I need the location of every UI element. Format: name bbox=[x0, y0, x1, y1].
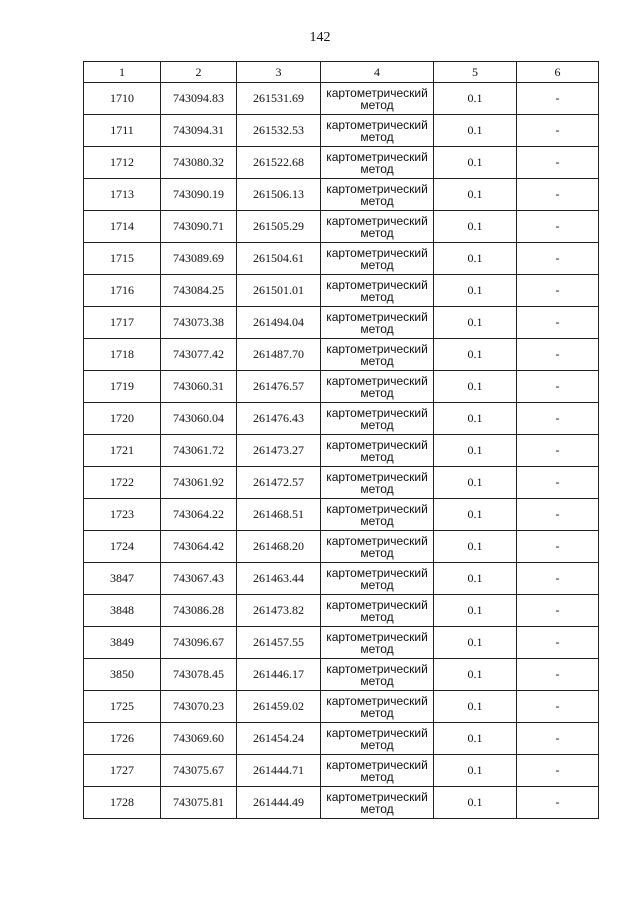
column-header: 5 bbox=[434, 62, 517, 83]
method-cell: картометрический метод bbox=[321, 435, 434, 467]
accuracy-cell: 0.1 bbox=[434, 627, 517, 659]
point-number-cell: 3847 bbox=[84, 563, 161, 595]
table-row bbox=[84, 83, 599, 115]
table-row bbox=[84, 403, 599, 435]
y-coordinate-cell: 261457.55 bbox=[237, 627, 321, 659]
y-coordinate-cell: 261473.82 bbox=[237, 595, 321, 627]
y-coordinate-cell: 261501.01 bbox=[237, 275, 321, 307]
point-number-cell: 1720 bbox=[84, 403, 161, 435]
accuracy-cell: 0.1 bbox=[434, 147, 517, 179]
method-cell: картометрический метод bbox=[321, 563, 434, 595]
note-cell: - bbox=[517, 723, 599, 755]
x-coordinate-cell: 743075.67 bbox=[161, 755, 237, 787]
accuracy-cell: 0.1 bbox=[434, 179, 517, 211]
x-coordinate-cell: 743084.25 bbox=[161, 275, 237, 307]
column-header: 3 bbox=[237, 62, 321, 83]
method-cell: картометрический метод bbox=[321, 275, 434, 307]
table-row bbox=[84, 563, 599, 595]
point-number-cell: 1727 bbox=[84, 755, 161, 787]
accuracy-cell: 0.1 bbox=[434, 435, 517, 467]
note-cell: - bbox=[517, 755, 599, 787]
y-coordinate-cell: 261532.53 bbox=[237, 115, 321, 147]
point-number-cell: 1717 bbox=[84, 307, 161, 339]
x-coordinate-cell: 743073.38 bbox=[161, 307, 237, 339]
table-row bbox=[84, 787, 599, 819]
method-cell: картометрический метод bbox=[321, 83, 434, 115]
x-coordinate-cell: 743096.67 bbox=[161, 627, 237, 659]
x-coordinate-cell: 743060.31 bbox=[161, 371, 237, 403]
y-coordinate-cell: 261444.71 bbox=[237, 755, 321, 787]
page-number: 142 bbox=[309, 30, 331, 45]
accuracy-cell: 0.1 bbox=[434, 467, 517, 499]
note-cell: - bbox=[517, 531, 599, 563]
table-row bbox=[84, 307, 599, 339]
point-number-cell: 1726 bbox=[84, 723, 161, 755]
x-coordinate-cell: 743064.22 bbox=[161, 499, 237, 531]
accuracy-cell: 0.1 bbox=[434, 243, 517, 275]
note-cell: - bbox=[517, 659, 599, 691]
accuracy-cell: 0.1 bbox=[434, 723, 517, 755]
note-cell: - bbox=[517, 115, 599, 147]
table-row bbox=[84, 243, 599, 275]
y-coordinate-cell: 261476.43 bbox=[237, 403, 321, 435]
method-cell: картометрический метод bbox=[321, 531, 434, 563]
x-coordinate-cell: 743090.71 bbox=[161, 211, 237, 243]
note-cell: - bbox=[517, 595, 599, 627]
accuracy-cell: 0.1 bbox=[434, 275, 517, 307]
y-coordinate-cell: 261522.68 bbox=[237, 147, 321, 179]
method-cell: картометрический метод bbox=[321, 723, 434, 755]
table-row bbox=[84, 627, 599, 659]
point-number-cell: 1715 bbox=[84, 243, 161, 275]
method-cell: картометрический метод bbox=[321, 787, 434, 819]
y-coordinate-cell: 261446.17 bbox=[237, 659, 321, 691]
y-coordinate-cell: 261472.57 bbox=[237, 467, 321, 499]
note-cell: - bbox=[517, 147, 599, 179]
note-cell: - bbox=[517, 563, 599, 595]
point-number-cell: 1725 bbox=[84, 691, 161, 723]
table-row bbox=[84, 531, 599, 563]
point-number-cell: 1711 bbox=[84, 115, 161, 147]
method-cell: картометрический метод bbox=[321, 307, 434, 339]
table-row bbox=[84, 275, 599, 307]
accuracy-cell: 0.1 bbox=[434, 403, 517, 435]
accuracy-cell: 0.1 bbox=[434, 499, 517, 531]
x-coordinate-cell: 743077.42 bbox=[161, 339, 237, 371]
column-header: 1 bbox=[84, 62, 161, 83]
point-number-cell: 1722 bbox=[84, 467, 161, 499]
point-number-cell: 1713 bbox=[84, 179, 161, 211]
table-row bbox=[84, 147, 599, 179]
y-coordinate-cell: 261463.44 bbox=[237, 563, 321, 595]
note-cell: - bbox=[517, 787, 599, 819]
method-cell: картометрический метод bbox=[321, 211, 434, 243]
table-row bbox=[84, 691, 599, 723]
method-cell: картометрический метод bbox=[321, 755, 434, 787]
method-cell: картометрический метод bbox=[321, 467, 434, 499]
point-number-cell: 3848 bbox=[84, 595, 161, 627]
accuracy-cell: 0.1 bbox=[434, 659, 517, 691]
note-cell: - bbox=[517, 403, 599, 435]
y-coordinate-cell: 261468.51 bbox=[237, 499, 321, 531]
column-header: 4 bbox=[321, 62, 434, 83]
table-row bbox=[84, 595, 599, 627]
x-coordinate-cell: 743064.42 bbox=[161, 531, 237, 563]
table-row bbox=[84, 659, 599, 691]
x-coordinate-cell: 743094.83 bbox=[161, 83, 237, 115]
point-number-cell: 1728 bbox=[84, 787, 161, 819]
accuracy-cell: 0.1 bbox=[434, 531, 517, 563]
note-cell: - bbox=[517, 179, 599, 211]
header-row bbox=[84, 62, 599, 83]
table-row bbox=[84, 339, 599, 371]
accuracy-cell: 0.1 bbox=[434, 691, 517, 723]
method-cell: картометрический метод bbox=[321, 115, 434, 147]
x-coordinate-cell: 743067.43 bbox=[161, 563, 237, 595]
x-coordinate-cell: 743080.32 bbox=[161, 147, 237, 179]
note-cell: - bbox=[517, 499, 599, 531]
note-cell: - bbox=[517, 243, 599, 275]
y-coordinate-cell: 261454.24 bbox=[237, 723, 321, 755]
method-cell: картометрический метод bbox=[321, 627, 434, 659]
accuracy-cell: 0.1 bbox=[434, 115, 517, 147]
note-cell: - bbox=[517, 83, 599, 115]
point-number-cell: 1716 bbox=[84, 275, 161, 307]
method-cell: картометрический метод bbox=[321, 371, 434, 403]
x-coordinate-cell: 743061.92 bbox=[161, 467, 237, 499]
accuracy-cell: 0.1 bbox=[434, 755, 517, 787]
accuracy-cell: 0.1 bbox=[434, 595, 517, 627]
method-cell: картометрический метод bbox=[321, 595, 434, 627]
x-coordinate-cell: 743078.45 bbox=[161, 659, 237, 691]
y-coordinate-cell: 261531.69 bbox=[237, 83, 321, 115]
note-cell: - bbox=[517, 467, 599, 499]
y-coordinate-cell: 261468.20 bbox=[237, 531, 321, 563]
y-coordinate-cell: 261444.49 bbox=[237, 787, 321, 819]
accuracy-cell: 0.1 bbox=[434, 339, 517, 371]
method-cell: картометрический метод bbox=[321, 339, 434, 371]
x-coordinate-cell: 743089.69 bbox=[161, 243, 237, 275]
note-cell: - bbox=[517, 275, 599, 307]
x-coordinate-cell: 743090.19 bbox=[161, 179, 237, 211]
y-coordinate-cell: 261494.04 bbox=[237, 307, 321, 339]
point-number-cell: 1724 bbox=[84, 531, 161, 563]
accuracy-cell: 0.1 bbox=[434, 211, 517, 243]
accuracy-cell: 0.1 bbox=[434, 307, 517, 339]
method-cell: картометрический метод bbox=[321, 243, 434, 275]
column-header: 2 bbox=[161, 62, 237, 83]
point-number-cell: 1718 bbox=[84, 339, 161, 371]
x-coordinate-cell: 743060.04 bbox=[161, 403, 237, 435]
table-row bbox=[84, 499, 599, 531]
point-number-cell: 1721 bbox=[84, 435, 161, 467]
point-number-cell: 1723 bbox=[84, 499, 161, 531]
table-row bbox=[84, 755, 599, 787]
table-row bbox=[84, 115, 599, 147]
note-cell: - bbox=[517, 211, 599, 243]
point-number-cell: 1714 bbox=[84, 211, 161, 243]
y-coordinate-cell: 261505.29 bbox=[237, 211, 321, 243]
note-cell: - bbox=[517, 371, 599, 403]
point-number-cell: 3849 bbox=[84, 627, 161, 659]
point-number-cell: 3850 bbox=[84, 659, 161, 691]
y-coordinate-cell: 261473.27 bbox=[237, 435, 321, 467]
method-cell: картометрический метод bbox=[321, 147, 434, 179]
y-coordinate-cell: 261506.13 bbox=[237, 179, 321, 211]
x-coordinate-cell: 743069.60 bbox=[161, 723, 237, 755]
table-row bbox=[84, 435, 599, 467]
method-cell: картометрический метод bbox=[321, 691, 434, 723]
table-row bbox=[84, 179, 599, 211]
method-cell: картометрический метод bbox=[321, 659, 434, 691]
note-cell: - bbox=[517, 691, 599, 723]
note-cell: - bbox=[517, 339, 599, 371]
table-row bbox=[84, 723, 599, 755]
x-coordinate-cell: 743094.31 bbox=[161, 115, 237, 147]
x-coordinate-cell: 743075.81 bbox=[161, 787, 237, 819]
point-number-cell: 1710 bbox=[84, 83, 161, 115]
method-cell: картометрический метод bbox=[321, 499, 434, 531]
table-row bbox=[84, 211, 599, 243]
y-coordinate-cell: 261487.70 bbox=[237, 339, 321, 371]
accuracy-cell: 0.1 bbox=[434, 83, 517, 115]
y-coordinate-cell: 261476.57 bbox=[237, 371, 321, 403]
coordinates-table bbox=[83, 61, 599, 819]
table-row bbox=[84, 371, 599, 403]
x-coordinate-cell: 743086.28 bbox=[161, 595, 237, 627]
x-coordinate-cell: 743061.72 bbox=[161, 435, 237, 467]
method-cell: картометрический метод bbox=[321, 179, 434, 211]
point-number-cell: 1712 bbox=[84, 147, 161, 179]
accuracy-cell: 0.1 bbox=[434, 787, 517, 819]
y-coordinate-cell: 261459.02 bbox=[237, 691, 321, 723]
point-number-cell: 1719 bbox=[84, 371, 161, 403]
accuracy-cell: 0.1 bbox=[434, 371, 517, 403]
note-cell: - bbox=[517, 435, 599, 467]
table-row bbox=[84, 467, 599, 499]
note-cell: - bbox=[517, 627, 599, 659]
method-cell: картометрический метод bbox=[321, 403, 434, 435]
note-cell: - bbox=[517, 307, 599, 339]
column-header: 6 bbox=[517, 62, 599, 83]
accuracy-cell: 0.1 bbox=[434, 563, 517, 595]
x-coordinate-cell: 743070.23 bbox=[161, 691, 237, 723]
y-coordinate-cell: 261504.61 bbox=[237, 243, 321, 275]
